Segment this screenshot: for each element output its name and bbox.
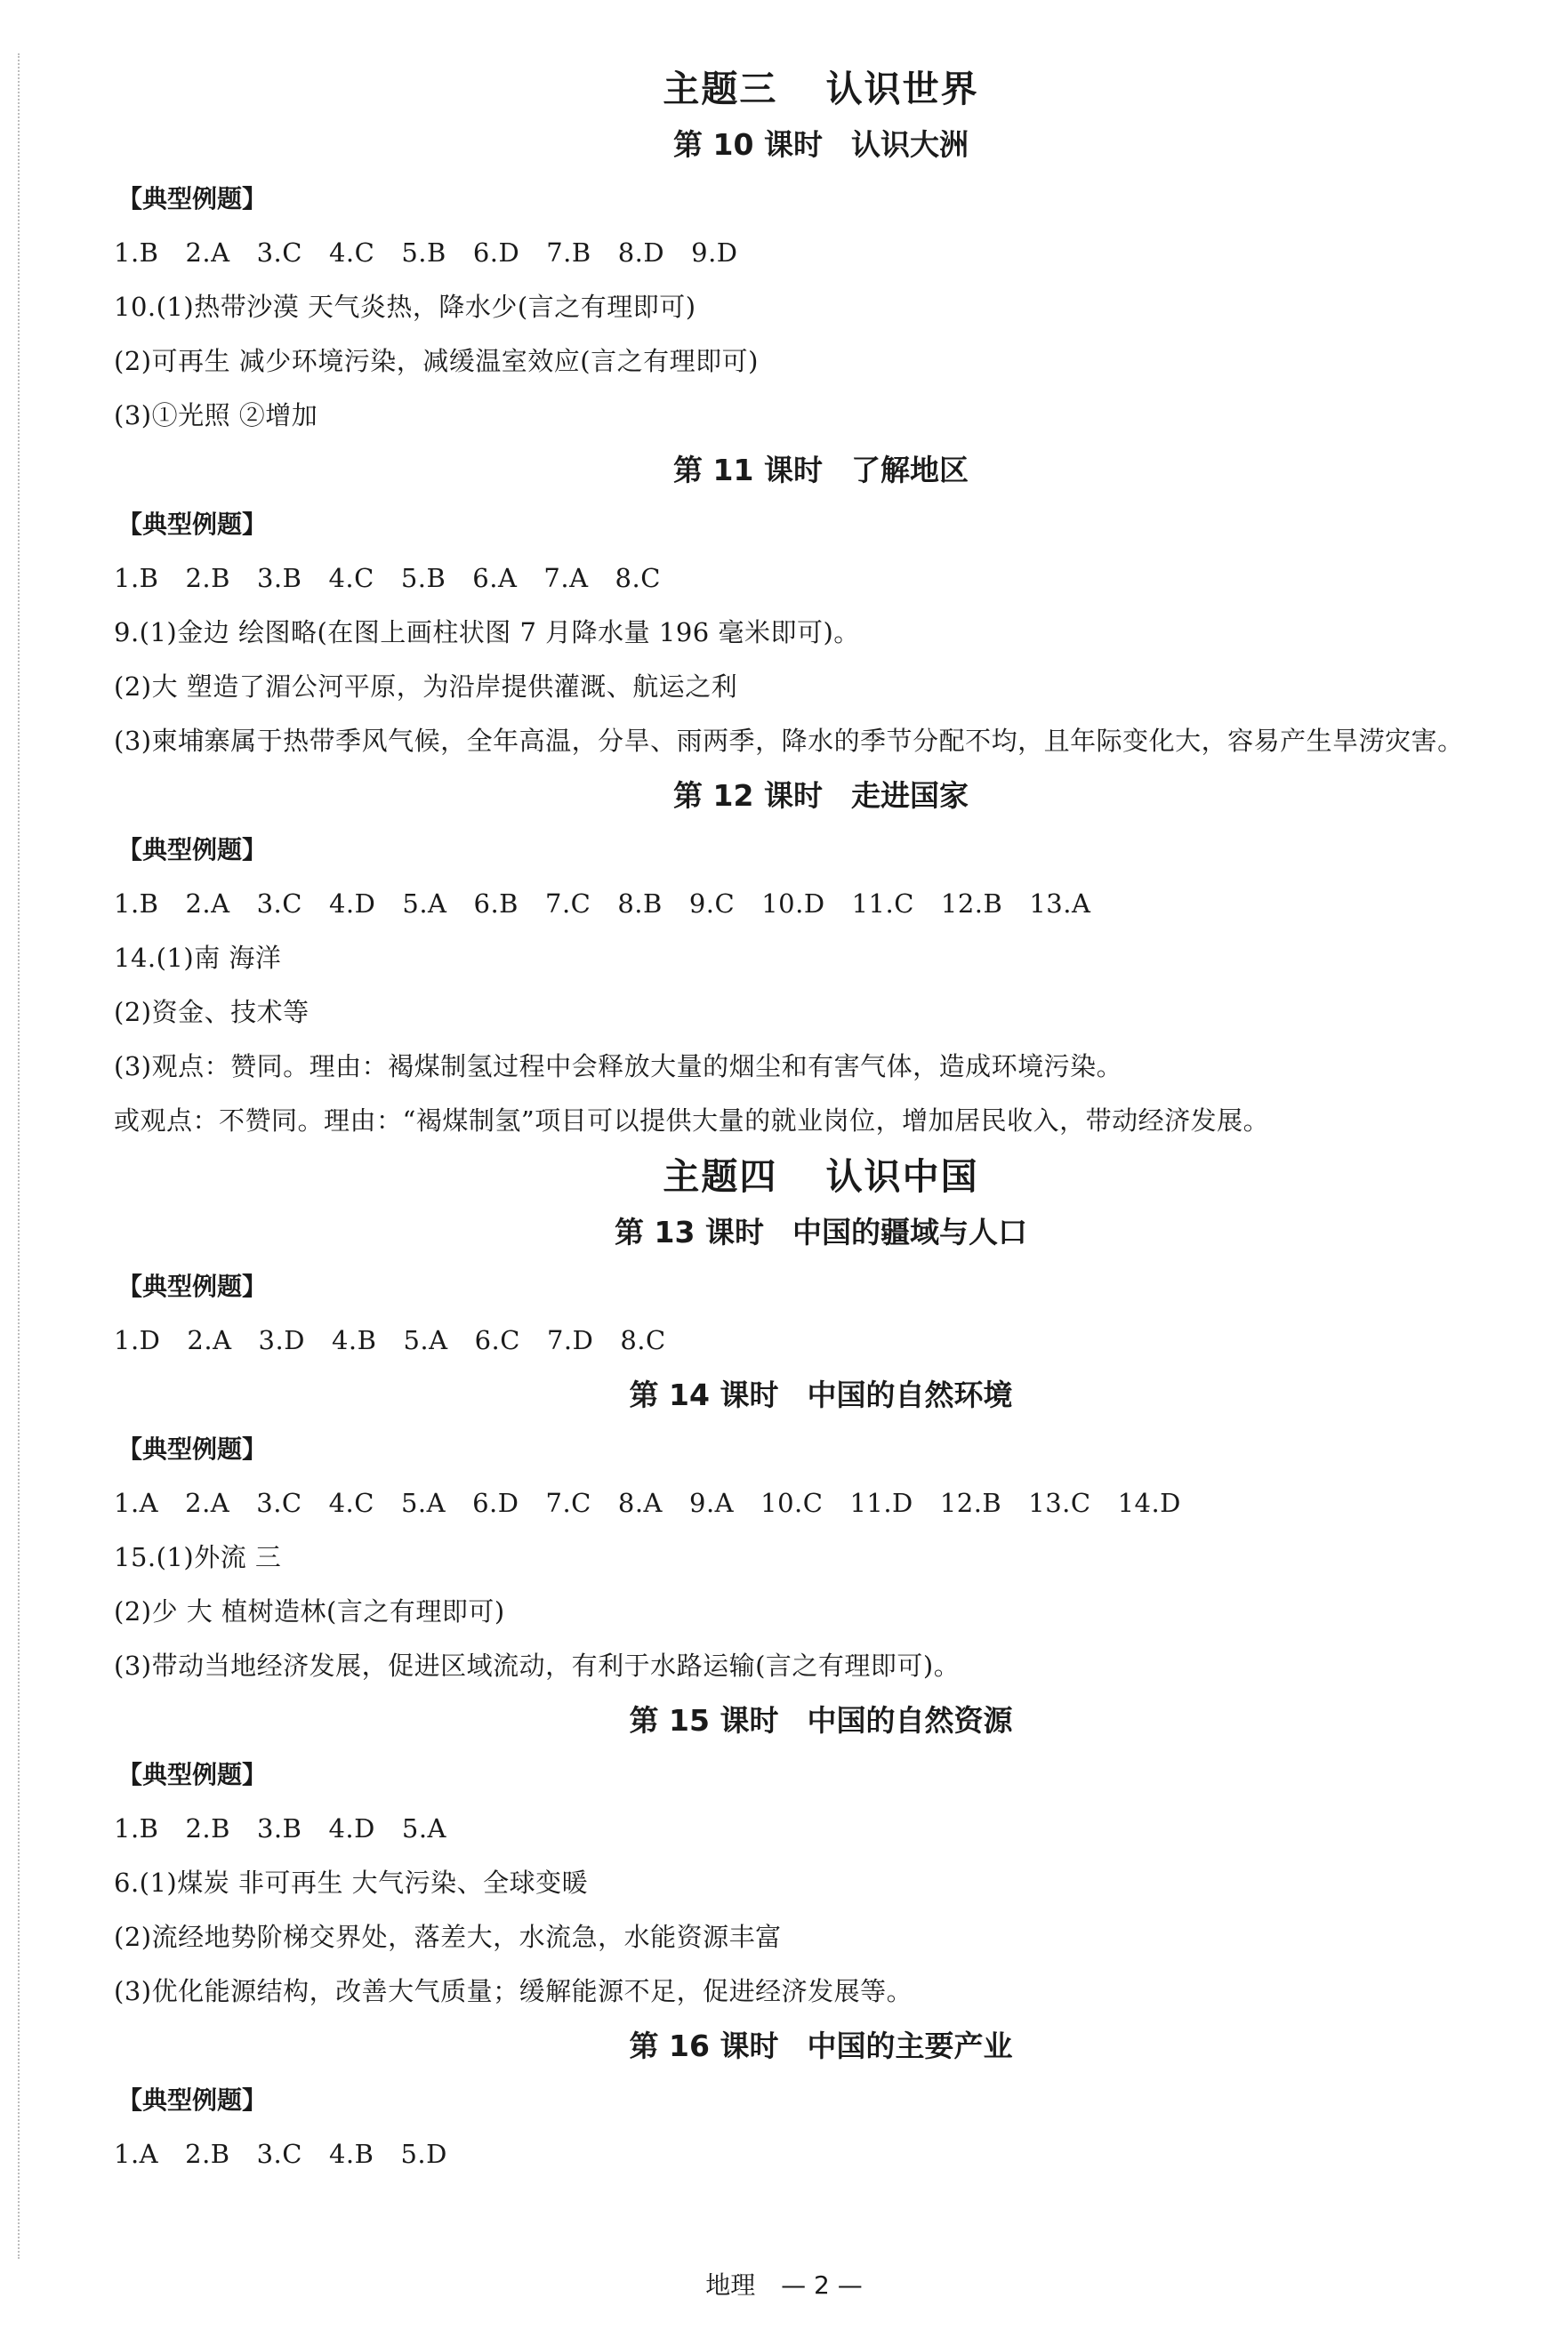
- choice-answer: 10.C: [760, 1488, 824, 1518]
- choice-answer: 8.B: [617, 888, 663, 919]
- lesson-number: 第 14 课时: [629, 1378, 779, 1412]
- lesson-name: 中国的疆域与人口: [792, 1215, 1027, 1249]
- choice-answer: 8.C: [615, 563, 661, 593]
- lesson-name: 认识大洲: [850, 127, 969, 162]
- footer-subject: 地理: [705, 2270, 756, 2300]
- lesson-number: 第 11 课时: [673, 453, 823, 487]
- choice-answer: 2.A: [185, 1488, 230, 1518]
- answer-line: (2)大 塑造了湄公河平原，为沿岸提供灌溉、航运之利: [114, 671, 738, 702]
- answer-line: 6.(1)煤炭 非可再生 大气污染、全球变暖: [114, 1868, 589, 1898]
- choice-answer: 8.D: [617, 237, 665, 268]
- section-label: 【典型例题】: [117, 1760, 268, 1789]
- choice-answer: 14.D: [1117, 1488, 1181, 1518]
- lesson-heading: [114, 1368, 1528, 1423]
- section-label: 【典型例题】: [117, 1272, 268, 1301]
- choice-answer: 12.B: [939, 1488, 1002, 1518]
- footer-page-number: — 2 —: [781, 2270, 863, 2300]
- choice-answer: 3.D: [258, 1325, 305, 1355]
- answer-line: (2)流经地势阶梯交界处，落差大，水流急，水能资源丰富: [114, 1922, 782, 1952]
- lesson-heading: [114, 1205, 1528, 1260]
- theme-title: 主题四 认识中国: [663, 1155, 979, 1198]
- choice-answer: 11.D: [849, 1488, 913, 1518]
- choice-answer: 3.C: [256, 888, 302, 919]
- lesson-number: 第 12 课时: [673, 778, 823, 813]
- choice-answers: [114, 2127, 1528, 2181]
- answer-line: (3)观点：赞同。理由：褐煤制氢过程中会释放大量的烟尘和有害气体，造成环境污染。: [114, 1051, 1123, 1081]
- choice-answer: 2.A: [185, 237, 230, 268]
- choice-answer: 8.C: [620, 1325, 666, 1355]
- choice-answer: 13.A: [1029, 888, 1091, 919]
- choice-answer: 12.B: [940, 888, 1003, 919]
- choice-answer: 4.D: [328, 888, 376, 919]
- answer-line: (2)少 大 植树造林(言之有理即可): [114, 1596, 505, 1627]
- choice-answer: 7.C: [545, 1488, 591, 1518]
- choice-answer: 5.B: [400, 563, 446, 593]
- choice-answer: 9.C: [688, 888, 736, 919]
- choice-answer: 6.B: [473, 888, 519, 919]
- choice-answer: 5.A: [401, 1813, 446, 1844]
- choice-answer: 1.B: [114, 888, 159, 919]
- answer-page: [114, 60, 1528, 2181]
- lesson-heading: [114, 768, 1528, 824]
- lesson-number: 第 10 课时: [673, 127, 823, 162]
- lesson-name: 中国的自然资源: [807, 1703, 1013, 1738]
- lesson-heading: [114, 443, 1528, 498]
- answer-line: (3)带动当地经济发展，促进区域流动，有利于水路运输(言之有理即可)。: [114, 1651, 961, 1681]
- choice-answers: [114, 1476, 1528, 1531]
- section-label: 【典型例题】: [117, 184, 268, 213]
- choice-answer: 5.B: [401, 237, 446, 268]
- choice-answer: 6.D: [472, 1488, 519, 1518]
- choice-answer: 3.C: [256, 1488, 302, 1518]
- lesson-name: 了解地区: [850, 453, 969, 487]
- choice-answers: [114, 1314, 1528, 1368]
- answer-line: (3)优化能源结构，改善大气质量；缓解能源不足，促进经济发展等。: [114, 1976, 913, 2006]
- choice-answer: 4.C: [328, 1488, 374, 1518]
- choice-answer: 4.B: [331, 1325, 377, 1355]
- choice-answer: 2.A: [185, 888, 230, 919]
- choice-answer: 3.C: [256, 2139, 302, 2169]
- choice-answer: 5.A: [403, 1325, 448, 1355]
- theme-title: 主题三 认识世界: [663, 68, 979, 110]
- choice-answer: 7.C: [545, 888, 591, 919]
- choice-answer: 7.A: [543, 563, 589, 593]
- choice-answer: 1.B: [114, 563, 159, 593]
- choice-answer: 1.B: [114, 1813, 159, 1844]
- choice-answers: [114, 1802, 1528, 1856]
- section-label: 【典型例题】: [117, 1434, 268, 1464]
- choice-answer: 1.A: [114, 1488, 159, 1518]
- lesson-name: 走进国家: [850, 778, 969, 813]
- choice-answer: 6.A: [472, 563, 518, 593]
- choice-answer: 9.A: [689, 1488, 735, 1518]
- lesson-heading: [114, 117, 1528, 173]
- lesson-number: 第 16 课时: [629, 2029, 779, 2063]
- lesson-number: 第 15 课时: [629, 1703, 779, 1738]
- choice-answer: 7.D: [546, 1325, 594, 1355]
- page-footer: [0, 2266, 1568, 2302]
- answer-line: 15.(1)外流 三: [114, 1542, 282, 1572]
- answer-line: (2)可再生 减少环境污染，减缓温室效应(言之有理即可): [114, 346, 759, 376]
- choice-answer: 3.C: [256, 237, 302, 268]
- section-label: 【典型例题】: [117, 835, 268, 864]
- choice-answer: 1.D: [114, 1325, 161, 1355]
- choice-answer: 5.A: [402, 888, 447, 919]
- lesson-heading: [114, 1693, 1528, 1748]
- choice-answer: 3.B: [256, 1813, 302, 1844]
- choice-answer: 3.B: [256, 563, 302, 593]
- answer-line: 9.(1)金边 绘图略(在图上画柱状图 7 月降水量 196 毫米即可)。: [114, 617, 860, 647]
- section-label: 【典型例题】: [117, 510, 268, 539]
- lesson-name: 中国的自然环境: [807, 1378, 1013, 1412]
- choice-answers: [114, 551, 1528, 606]
- choice-answer: 4.D: [328, 1813, 375, 1844]
- answer-line: (3)柬埔寨属于热带季风气候，全年高温，分旱、雨两季，降水的季节分配不均，且年际变化大，容易产生旱涝灾害。: [114, 726, 1464, 756]
- choice-answer: 6.C: [474, 1325, 520, 1355]
- choice-answer: 7.B: [546, 237, 591, 268]
- choice-answer: 1.A: [114, 2139, 159, 2169]
- answer-line: 14.(1)南 海洋: [114, 943, 282, 973]
- choice-answer: 4.C: [328, 237, 375, 268]
- answer-line: 或观点：不赞同。理由：“褐煤制氢”项目可以提供大量的就业岗位，增加居民收入，带动经济发展。: [114, 1105, 1270, 1136]
- choice-answer: 6.D: [472, 237, 520, 268]
- choice-answer: 2.B: [185, 2139, 230, 2169]
- choice-answer: 2.B: [185, 1813, 230, 1844]
- choice-answer: 11.C: [851, 888, 914, 919]
- choice-answer: 8.A: [617, 1488, 663, 1518]
- lesson-name: 中国的主要产业: [807, 2029, 1013, 2063]
- choice-answer: 4.B: [328, 2139, 374, 2169]
- choice-answer: 5.A: [400, 1488, 446, 1518]
- choice-answer: 4.C: [328, 563, 374, 593]
- choice-answers: [114, 226, 1528, 280]
- choice-answer: 9.D: [691, 237, 738, 268]
- lesson-heading: [114, 2019, 1528, 2074]
- choice-answer: 2.B: [185, 563, 230, 593]
- binding-margin-line: [18, 53, 20, 2259]
- choice-answer: 2.A: [187, 1325, 232, 1355]
- section-label: 【典型例题】: [117, 2085, 268, 2115]
- choice-answers: [114, 877, 1528, 931]
- answer-line: 10.(1)热带沙漠 天气炎热，降水少(言之有理即可): [114, 292, 696, 322]
- choice-answer: 5.D: [400, 2139, 447, 2169]
- choice-answer: 13.C: [1028, 1488, 1091, 1518]
- choice-answer: 10.D: [761, 888, 825, 919]
- lesson-number: 第 13 课时: [615, 1215, 764, 1249]
- answer-line: (3)①光照 ②增加: [114, 400, 318, 430]
- choice-answer: 1.B: [114, 237, 159, 268]
- answer-line: (2)资金、技术等: [114, 997, 310, 1027]
